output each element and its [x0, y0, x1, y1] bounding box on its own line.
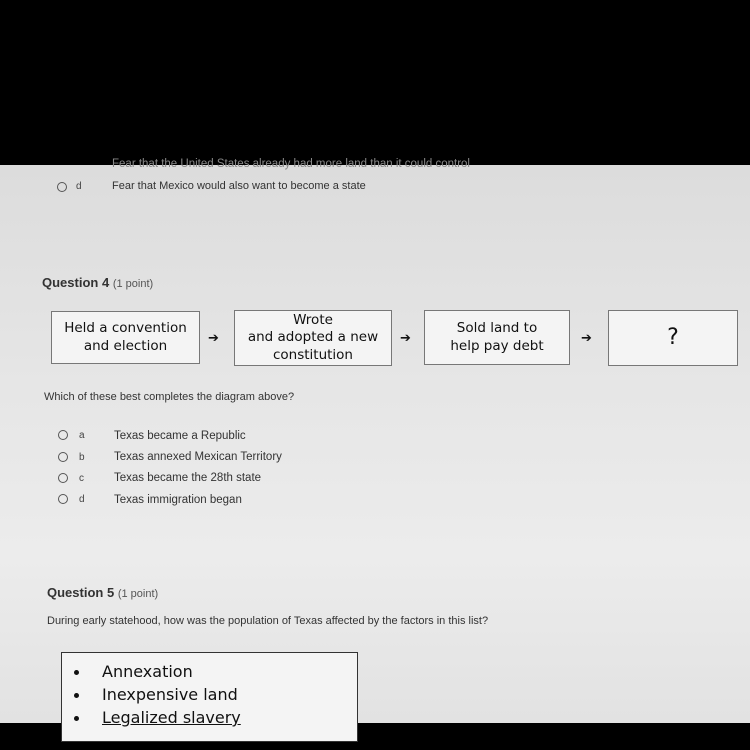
prev-option-d-radio[interactable] [57, 182, 67, 192]
option-b-letter: b [79, 452, 85, 463]
prev-option-c-text: Fear that the United States already had more land than it could control [112, 158, 470, 170]
question4-points: (1 point) [112, 278, 154, 290]
question4-heading [42, 275, 153, 290]
diagram-box-1 [51, 311, 200, 364]
question5-points: (1 point) [117, 588, 159, 600]
option-c-radio[interactable] [58, 473, 68, 483]
list-item-annexation: Annexation [102, 662, 193, 681]
option-a-radio[interactable] [58, 430, 68, 440]
diagram-box-3-text: Sold land to help pay debt [450, 319, 544, 354]
question5-prompt: During early statehood, how was the population of Texas affected by the factors in this list? [47, 615, 489, 627]
list-bullet [74, 670, 79, 675]
question4-title: Question 4 [42, 275, 110, 290]
list-item-inexpensive-land: Inexpensive land [102, 685, 238, 704]
diagram-box-3 [424, 310, 570, 365]
diagram-arrow-2: ➔ [400, 331, 411, 346]
prev-option-d-text: Fear that Mexico would also want to become a state [112, 180, 366, 192]
question4-prompt: Which of these best completes the diagram above? [44, 391, 295, 403]
option-a-letter: a [79, 430, 85, 441]
question5-heading [47, 585, 158, 600]
diagram-box-2 [234, 310, 392, 366]
option-a-text[interactable]: Texas became a Republic [114, 430, 246, 442]
diagram-arrow-3: ➔ [581, 331, 592, 346]
option-d-radio[interactable] [58, 494, 68, 504]
list-bullet [74, 693, 79, 698]
option-b-radio[interactable] [58, 452, 68, 462]
option-d-text[interactable]: Texas immigration began [114, 494, 242, 506]
list-bullet [74, 716, 79, 721]
prev-option-d-letter: d [76, 181, 82, 192]
option-b-text[interactable]: Texas annexed Mexican Territory [114, 451, 282, 463]
diagram-box-1-text: Held a convention and election [64, 319, 187, 354]
diagram-box-4 [608, 310, 738, 366]
diagram-box-4-text: ? [667, 324, 679, 350]
diagram-box-2-text: Wrote and adopted a new constitution [247, 311, 379, 363]
factors-list-box [61, 652, 358, 742]
option-c-letter: c [79, 473, 84, 484]
question5-title: Question 5 [47, 585, 115, 600]
quiz-screen [0, 158, 750, 727]
list-item-legalized-slavery: Legalized slavery [102, 708, 241, 727]
diagram-arrow-1: ➔ [208, 331, 219, 346]
option-d-letter: d [79, 494, 85, 505]
option-c-text[interactable]: Texas became the 28th state [114, 472, 262, 484]
